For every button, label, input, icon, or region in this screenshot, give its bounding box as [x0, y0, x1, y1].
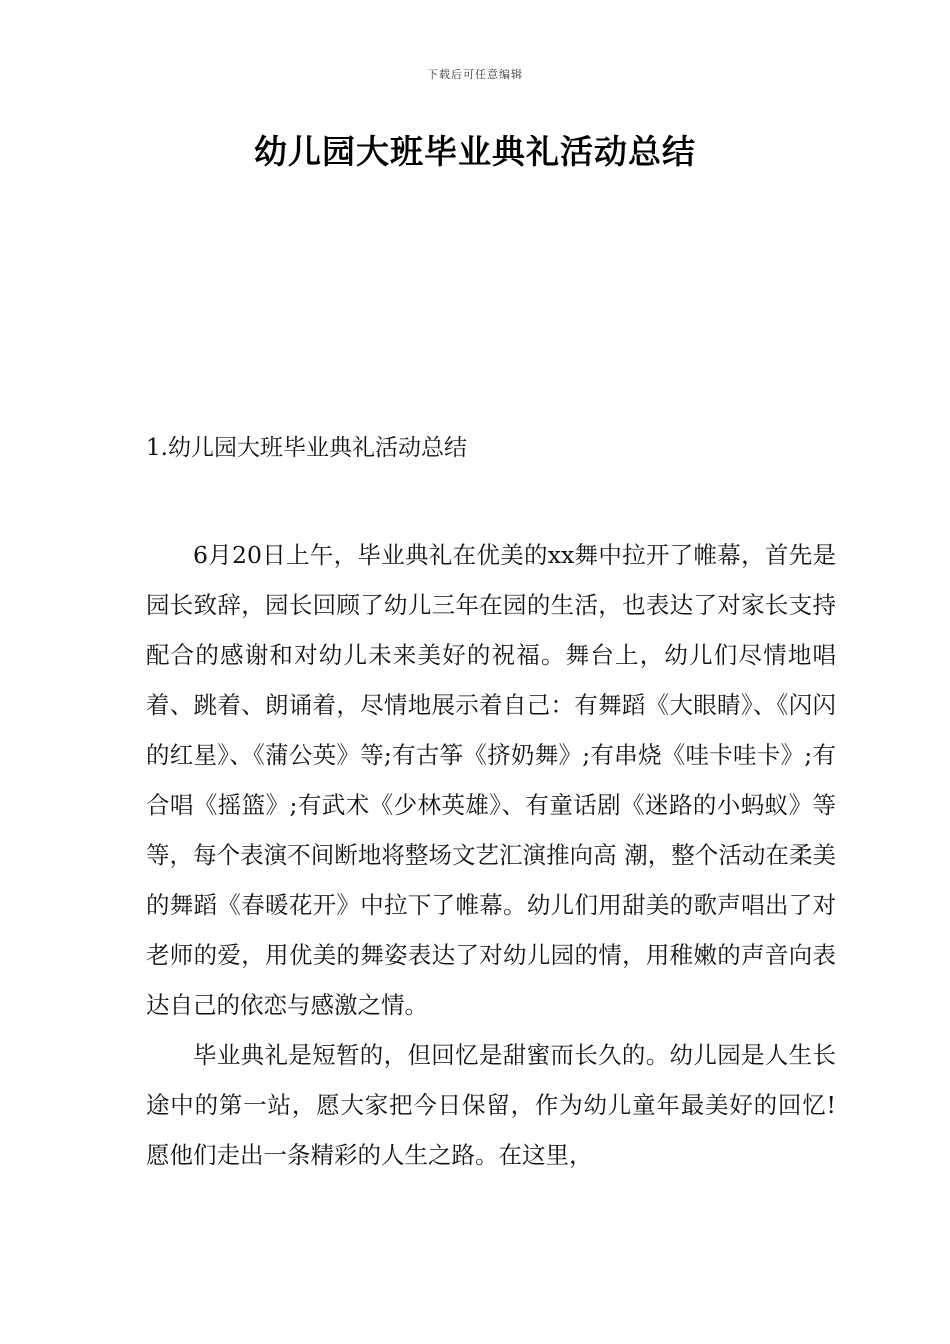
body-paragraph-2: 毕业典礼是短暂的，但回忆是甜蜜而长久的。幼儿园是人生长途中的第一站，愿大家把今日保留，作为幼儿童年最美好的回忆!愿他们走出一条精彩的人生之路。在这里， — [146, 1041, 836, 1169]
document-title: 幼儿园大班毕业典礼活动总结 — [254, 132, 696, 171]
body-text — [146, 530, 836, 1180]
section-heading: 1.幼儿园大班毕业典礼活动总结 — [146, 435, 467, 461]
body-paragraph-1: 6月20日上午，毕业典礼在优美的xx舞中拉开了帷幕，首先是园长致辞，园长回顾了幼儿三年在园的生活，也表达了对家长支持配合的感谢和对幼儿未来美好的祝福。舞台上，幼儿们尽情地唱着、跳着、朗诵着，尽情地展示着自己：有舞蹈《大眼睛》、《闪闪的红星》、《蒲公英》等;有古筝《挤奶舞》;有串烧《哇卡哇卡》;有合唱《摇篮》;有武术《少林英雄》、有童话剧《迷路的小蚂蚁》等等，每个表演不间断地将整场文艺汇演推向高 潮，整个活动在柔美的舞蹈《春暖花开》中拉下了帷幕。幼儿们用甜美的歌声唱出了对老师的爱，用优美的舞姿表达了对幼儿园的情，用稚嫩的声音向表达自己的依恋与感激之情。 — [146, 541, 836, 1019]
header-note: 下载后可任意编辑 — [427, 68, 523, 81]
